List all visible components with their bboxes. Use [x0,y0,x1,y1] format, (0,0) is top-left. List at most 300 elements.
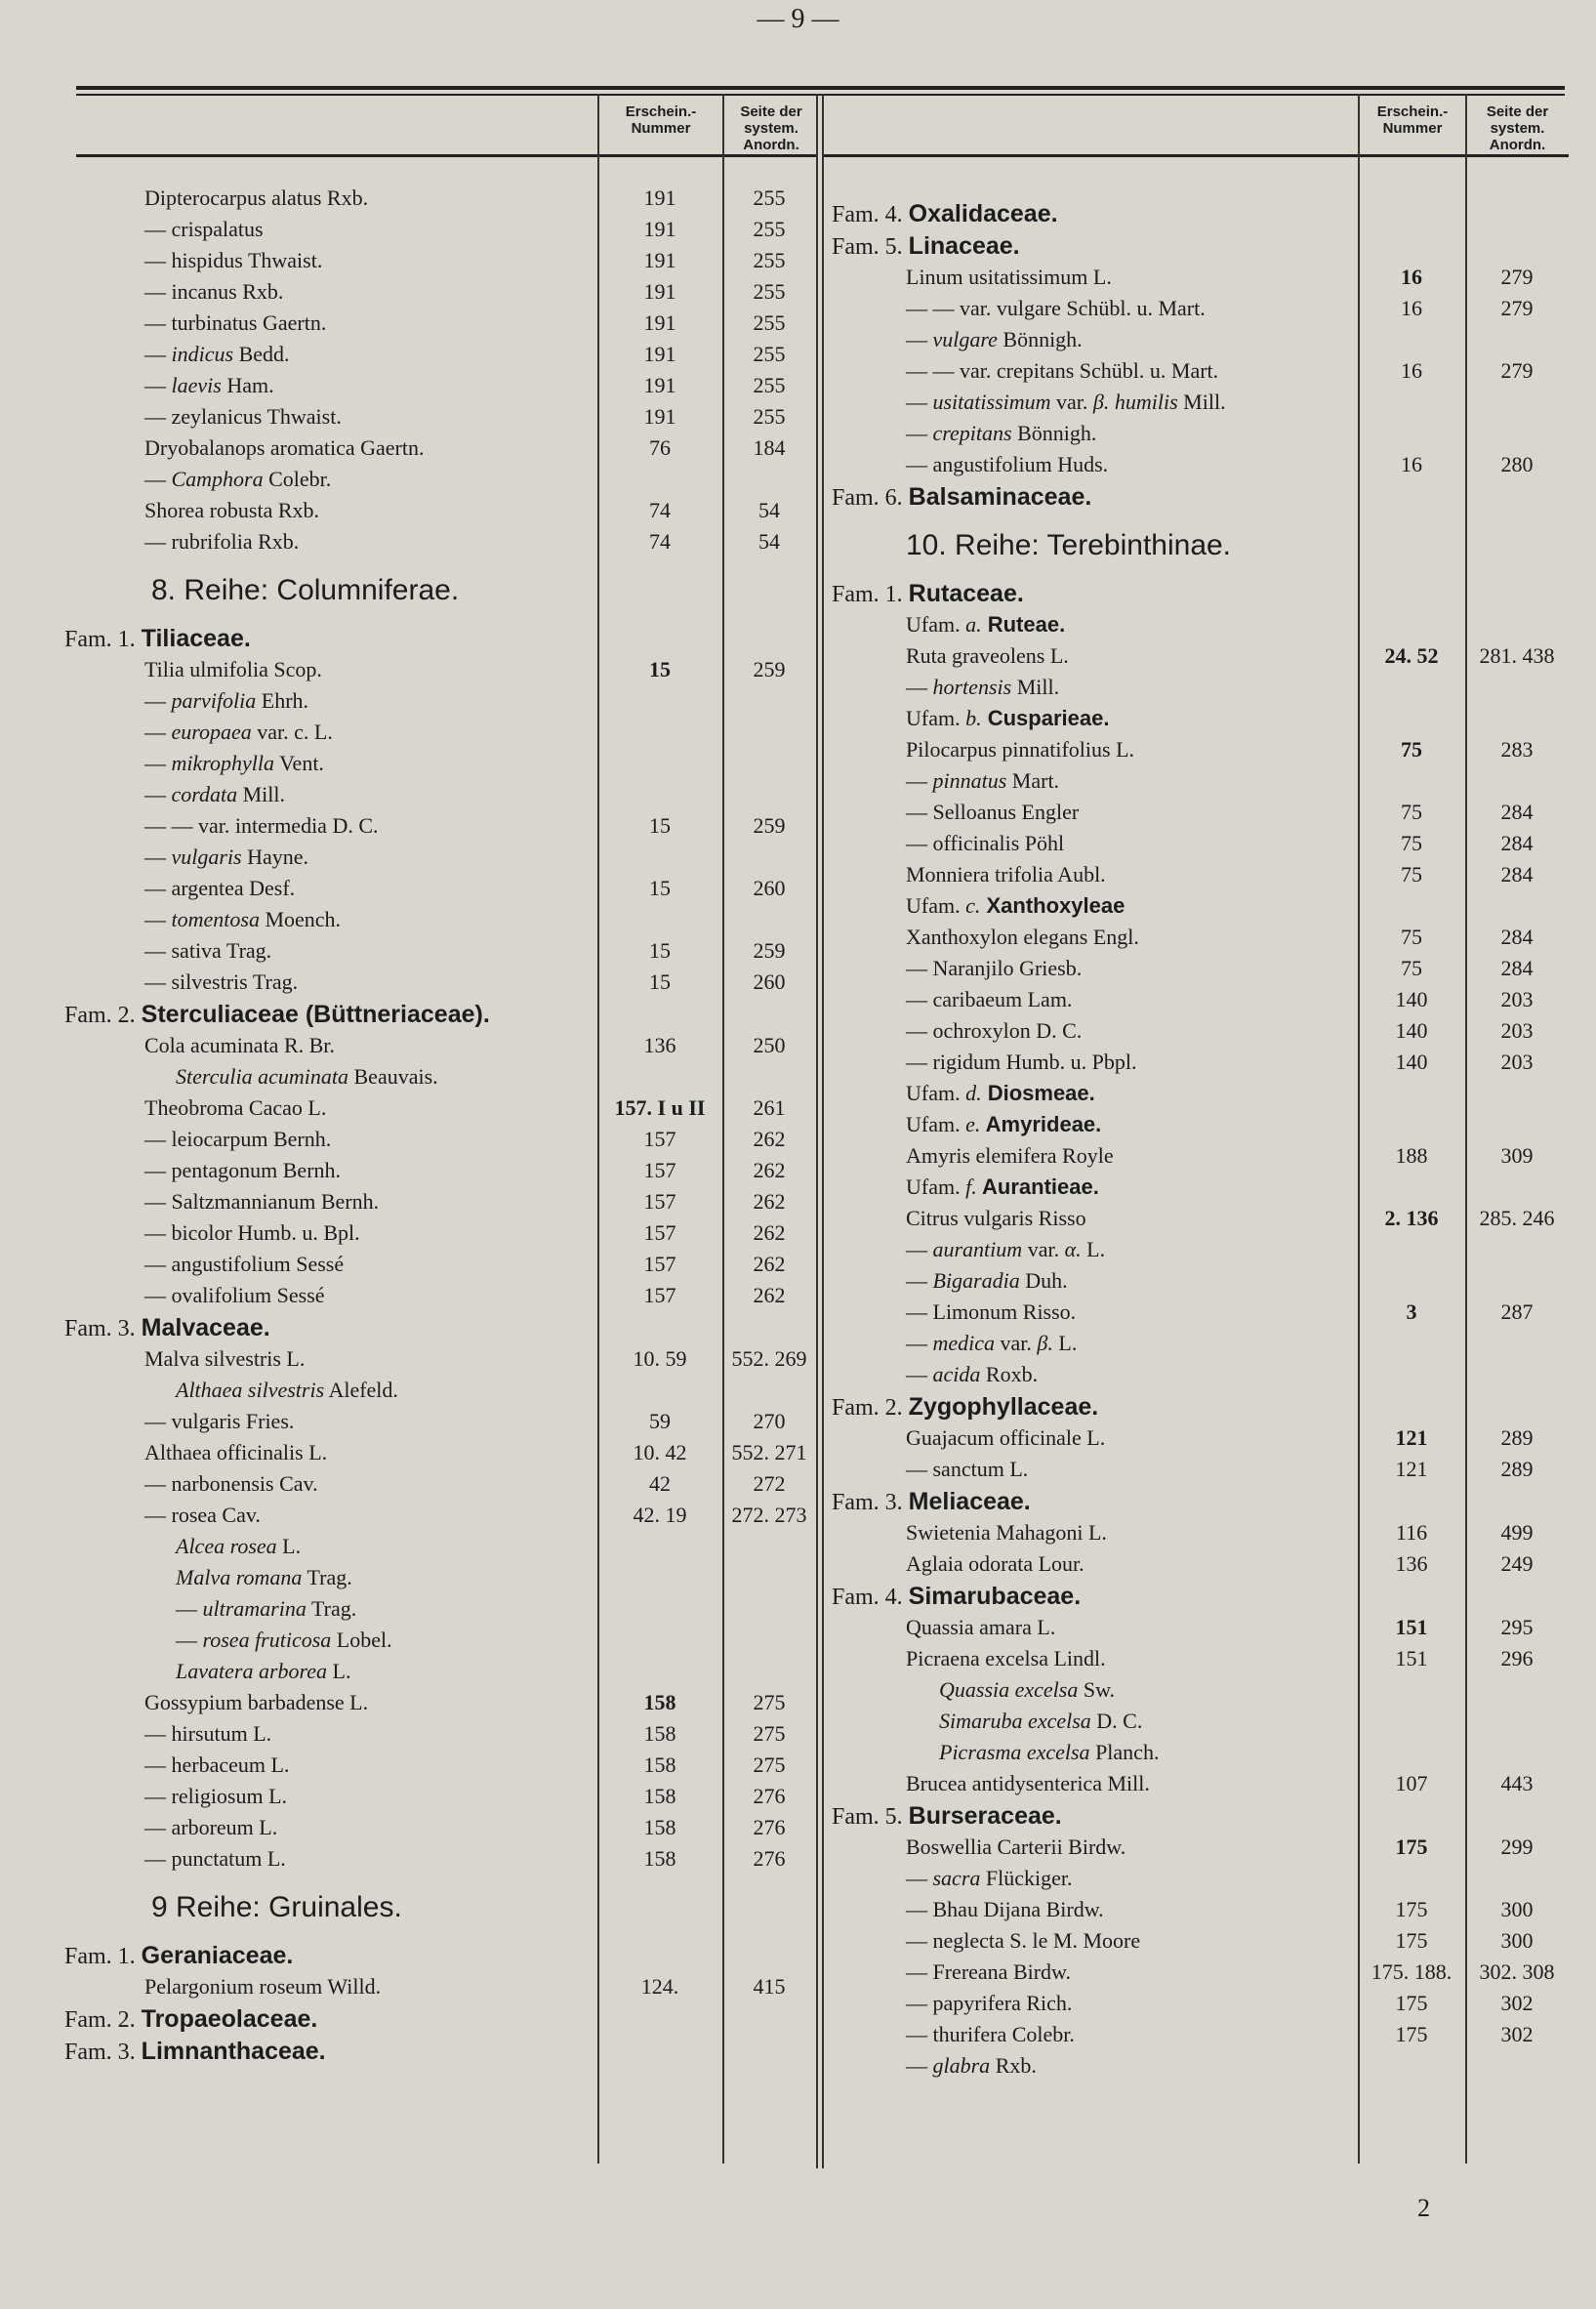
issue-number: 75 [1401,925,1422,949]
species-post: Beauvais. [348,1064,438,1089]
issue-number: 157 [643,1252,676,1276]
species-pre: — [906,1237,933,1261]
issue-number: 116 [1395,1520,1428,1545]
issue-number: 191 [643,310,676,335]
species-italic: Simaruba excelsa [939,1709,1091,1733]
species-name [176,1628,392,1653]
issue-number: 140 [1395,987,1428,1011]
subfamily-letter: c. [965,893,981,918]
page-reference: 259 [753,813,786,838]
page-reference: 280 [1500,452,1534,476]
page-reference: 272 [753,1471,786,1496]
species-name [906,1866,1073,1891]
page-reference: 276 [753,1784,786,1808]
family-label: Fam. 2. [832,1395,903,1421]
species-post: Bönnigh. [997,327,1083,351]
issue-number: 16 [1401,265,1422,289]
species-name: Pilocarpus pinnatifolius L. [906,737,1135,762]
species-post: Mill. [237,782,286,806]
page-reference: 284 [1500,862,1534,886]
species-post: Ham. [221,373,274,397]
species-name: — punctatum L. [144,1846,286,1871]
species-italic: indicus [171,342,234,366]
species-name [906,768,1059,794]
page-reference: 281. 438 [1479,643,1555,668]
species-name: — — var. crepitans Schübl. u. Mart. [906,358,1219,383]
page-reference: 203 [1500,987,1534,1011]
issue-number: 16 [1401,358,1422,383]
subfamily-name [906,1112,1101,1137]
species-italic: ultramarina [202,1596,307,1621]
species-post: Bönnigh. [1011,421,1097,445]
species-post: Trag. [302,1565,352,1589]
page-reference: 262 [753,1189,786,1214]
species-name [176,1565,352,1590]
page-reference: 54 [758,529,780,554]
species-name: — Bhau Dijana Birdw. [906,1897,1104,1921]
species-name: Boswellia Carterii Birdw. [906,1835,1126,1859]
issue-number: 191 [643,404,676,429]
page-reference: 255 [753,186,786,210]
species-name: — zeylanicus Thwaist. [144,404,342,429]
species-name: — Naranjilo Griesb. [906,956,1083,980]
issue-number: 75 [1401,956,1422,980]
species-name [144,688,308,714]
page-reference: 283 [1500,737,1534,762]
species-post: L. [327,1659,351,1683]
species-italic: rosea fruticosa [202,1628,332,1652]
issue-number: 136 [1395,1551,1428,1576]
species-name: — hirsutum L. [144,1721,272,1746]
species-italic: Picrasma excelsa [939,1740,1090,1764]
species-post: Colebr. [263,467,332,491]
issue-number: 175 [1395,1928,1428,1953]
species-name: — rigidum Humb. u. Pbpl. [906,1050,1137,1074]
species-pre: — [144,467,172,491]
page-reference: 270 [753,1409,786,1433]
species-name: — herbaceum L. [144,1752,290,1777]
species-post: var. [995,1331,1038,1355]
species-name: — bicolor Humb. u. Bpl. [144,1220,360,1245]
series-heading-text: 8. Reihe: Columniferae. [151,574,460,606]
species-italic: Sterculia acuminata [176,1064,348,1089]
page-number: — 9 — [757,4,839,34]
issue-number: 157. I u II [614,1095,706,1120]
issue-number: 15 [649,969,671,994]
page-reference: 260 [753,969,786,994]
species-name: — rosea Cav. [144,1503,261,1527]
family-name [832,1488,1031,1516]
page-reference: 295 [1500,1615,1534,1639]
page-reference: 284 [1500,956,1534,980]
species-post: Vent. [274,751,324,775]
subfamily-label: Ufam. [906,612,966,637]
page-reference: 184 [753,435,786,460]
species-pre: — [906,1268,933,1293]
species-name: — hispidus Thwaist. [144,248,323,272]
subfamily-label: Ufam. [906,893,966,918]
species-post2: L. [1052,1331,1078,1355]
page-reference: 261 [753,1095,786,1120]
species-name: — ochroxylon D. C. [906,1018,1083,1043]
species-name: — Limonum Risso. [906,1299,1077,1324]
species-name: — neglecta S. le M. Moore [906,1928,1141,1953]
page-reference: 255 [753,373,786,397]
family-name [64,625,251,653]
issue-number: 191 [643,248,676,272]
species-pre: — [906,675,933,699]
species-name [906,1268,1068,1294]
species-name [144,342,290,367]
family-label: Fam. 6. [832,485,903,511]
species-name: — rubrifolia Rxb. [144,529,300,554]
issue-number: 157 [643,1220,676,1245]
family-name [832,200,1058,228]
species-italic: europaea [171,720,252,744]
issue-number: 140 [1395,1018,1428,1043]
family-name [64,2038,326,2066]
species-italic: hortensis [932,675,1012,699]
issue-number: 2. 136 [1384,1206,1439,1230]
species-name: — narbonensis Cav. [144,1471,318,1496]
page-reference: 287 [1500,1299,1534,1324]
species-italic: Quassia excelsa [939,1677,1079,1702]
issue-number: 175 [1395,2022,1428,2046]
family-name [832,1802,1062,1831]
species-post: Trag. [306,1596,357,1621]
page-reference: 499 [1500,1520,1534,1545]
subfamily-letter: f. [965,1175,977,1199]
species-name: Picraena excelsa Lindl. [906,1646,1106,1670]
species-pre: — [906,390,933,414]
species-name [176,1378,398,1403]
family-label: Fam. 5. [832,234,903,260]
species-name: Ruta graveolens L. [906,643,1069,668]
species-name: — papyrifera Rich. [906,1991,1073,2015]
species-name: — religiosum L. [144,1784,288,1808]
species-name: — leiocarpum Bernh. [144,1127,332,1151]
issue-number: 74 [649,498,671,522]
species-italic: vulgaris [171,845,242,869]
subfamily-name [906,612,1065,638]
page-reference: 262 [753,1127,786,1151]
issue-number: 151 [1395,1646,1428,1670]
family-label: Fam. 2. [64,2007,136,2033]
page-reference: 203 [1500,1018,1534,1043]
page-reference: 250 [753,1033,786,1057]
issue-number: 10. 42 [633,1440,687,1464]
issue-number: 188 [1395,1143,1428,1168]
subfamily-title: Cusparieae. [981,706,1110,730]
subfamily-letter: a. [965,612,982,637]
center-divider-2 [822,94,824,2168]
family-title: Sterculiaceae (Büttneriaceae). [141,1001,490,1028]
page-reference: 300 [1500,1928,1534,1953]
species-name [144,751,324,776]
family-title: Tiliaceae. [141,625,251,652]
issue-number: 74 [649,529,671,554]
left-header-rule [76,154,818,157]
page-reference: 284 [1500,925,1534,949]
issue-number: 158 [643,1784,676,1808]
species-italic-2: β. humilis [1092,390,1178,414]
species-name: — silvestris Trag. [144,969,299,994]
species-name [906,421,1096,446]
issue-number: 191 [643,186,676,210]
issue-number: 15 [649,938,671,963]
species-name: Brucea antidysenterica Mill. [906,1771,1150,1795]
issue-number: 158 [643,1815,676,1839]
species-pre: — [144,751,172,775]
species-italic: acida [932,1362,981,1386]
page-reference: 284 [1500,831,1534,855]
family-name [64,1942,293,1970]
subfamily-label: Ufam. [906,706,966,730]
species-italic: aurantium [932,1237,1023,1261]
page-reference: 262 [753,1220,786,1245]
species-pre: — [906,2053,933,2078]
species-post2: L. [1081,1237,1106,1261]
species-italic-2: α. [1064,1237,1082,1261]
issue-number: 75 [1401,800,1422,824]
issue-number: 10. 59 [633,1346,687,1371]
page-reference: 285. 246 [1479,1206,1555,1230]
species-italic: Alcea rosea [176,1534,277,1558]
top-rule-thin [76,94,1565,96]
species-pre: — [906,421,933,445]
subfamily-letter: e. [965,1112,981,1136]
page-reference: 415 [753,1974,786,1999]
issue-number: 76 [649,435,671,460]
page-reference: 300 [1500,1897,1534,1921]
species-name: — sanctum L. [906,1457,1029,1481]
page-reference: 299 [1500,1835,1534,1859]
page-reference: 262 [753,1252,786,1276]
species-name [906,2053,1037,2079]
species-name: — incanus Rxb. [144,279,284,304]
species-post: Bedd. [233,342,290,366]
species-italic: crepitans [932,421,1012,445]
species-post2: Mill. [1177,390,1226,414]
species-name: Dipterocarpus alatus Rxb. [144,186,369,210]
family-name [832,1583,1081,1611]
page-reference: 262 [753,1158,786,1182]
subfamily-label: Ufam. [906,1175,966,1199]
species-post: Flückiger. [980,1866,1073,1890]
family-name [832,580,1024,608]
subfamily-label: Ufam. [906,1112,966,1136]
page-reference: 255 [753,248,786,272]
species-post: var. c. L. [251,720,333,744]
center-divider [816,94,818,2168]
species-italic: sacra [932,1866,981,1890]
species-name: Aglaia odorata Lour. [906,1551,1084,1576]
species-name: — caribaeum Lam. [906,987,1073,1011]
family-label: Fam. 3. [832,1490,903,1515]
subfamily-title: Aurantieae. [976,1175,1099,1199]
issue-number: 136 [643,1033,676,1057]
species-name: — arboreum L. [144,1815,278,1839]
species-pre: — [144,782,172,806]
species-post: Duh. [1019,1268,1068,1293]
species-pre: — [906,1362,933,1386]
family-title: Simarubaceae. [908,1583,1082,1610]
page-reference: 275 [753,1721,786,1746]
species-name: — pentagonum Bernh. [144,1158,342,1182]
species-pre: — [906,1866,933,1890]
species-name [939,1709,1142,1734]
species-name [906,390,1226,415]
page-reference: 552. 269 [731,1346,807,1371]
species-pre: — [906,327,933,351]
issue-number: 158 [643,1846,676,1871]
species-post: Moench. [259,907,342,931]
subfamily-name [906,1175,1099,1200]
species-name [144,720,333,745]
species-name [144,782,285,807]
page-reference: 309 [1500,1143,1534,1168]
family-label: Fam. 4. [832,202,903,227]
species-italic: parvifolia [171,688,257,713]
species-pre: — [906,768,933,793]
family-label: Fam. 1. [64,1944,136,1969]
species-post: Rxb. [990,2053,1037,2078]
issue-number: 121 [1395,1425,1428,1450]
issue-number: 191 [643,279,676,304]
subfamily-name [906,893,1125,919]
family-title: Oxalidaceae. [908,200,1058,227]
family-name [832,232,1020,261]
species-name [144,467,331,492]
issue-number: 75 [1401,831,1422,855]
page-reference: 443 [1500,1771,1534,1795]
subfamily-letter: b. [965,706,982,730]
page-reference: 276 [753,1815,786,1839]
right-page-header: Seite der system. Anordn. [1486,103,1549,153]
species-name [906,1362,1038,1387]
species-name [176,1659,350,1684]
family-label: Fam. 4. [832,1585,903,1610]
subfamily-label: Ufam. [906,1081,966,1105]
series-heading-text: 9 Reihe: Gruinales. [151,1891,402,1923]
subfamily-title: Xanthoxyleae [980,893,1125,918]
subfamily-title: Diosmeae. [981,1081,1095,1105]
species-pre: — [144,907,172,931]
species-name: — Frereana Birdw. [906,1959,1072,1984]
page-reference: 296 [1500,1646,1534,1670]
issue-number: 157 [643,1127,676,1151]
species-name: — ovalifolium Sessé [144,1283,325,1307]
family-label: Fam. 1. [832,582,903,607]
species-name: Cola acuminata R. Br. [144,1033,335,1057]
species-name [176,1064,438,1090]
right-header-rule [822,154,1569,157]
page-reference: 552. 271 [731,1440,807,1464]
species-pre: — [176,1596,203,1621]
family-title: Tropaeolaceae. [141,2005,318,2033]
family-title: Meliaceae. [908,1488,1031,1515]
species-name [939,1740,1159,1765]
issue-number: 124. [640,1974,679,1999]
species-post: Mill. [1011,675,1060,699]
species-name [906,1331,1077,1356]
species-pre: — [144,720,172,744]
page-reference: 260 [753,876,786,900]
family-name [64,1001,490,1029]
issue-number: 157 [643,1189,676,1214]
family-title: Balsaminaceae. [908,483,1092,511]
left-page-header: Seite der system. Anordn. [740,103,802,153]
issue-number: 59 [649,1409,671,1433]
species-post: var. [1022,1237,1065,1261]
species-name: — officinalis Pöhl [906,831,1065,855]
page-reference: 284 [1500,800,1534,824]
species-post: Planch. [1089,1740,1160,1764]
species-post: D. C. [1090,1709,1143,1733]
species-italic: Camphora [171,467,264,491]
species-italic: pinnatus [932,768,1007,793]
species-name: — thurifera Colebr. [906,2022,1075,2046]
page-reference: 279 [1500,265,1534,289]
issue-number: 75 [1401,737,1422,762]
species-pre: — [144,373,172,397]
issue-number: 158 [643,1752,676,1777]
issue-number: 15 [649,876,671,900]
issue-number: 175. 188. [1371,1959,1453,1984]
family-title: Geraniaceae. [141,1942,294,1969]
subfamily-name [906,1081,1095,1106]
family-title: Limnanthaceae. [141,2038,326,2065]
species-name: — Selloanus Engler [906,800,1080,824]
species-name: Tilia ulmifolia Scop. [144,657,322,681]
page-reference: 255 [753,342,786,366]
species-post: Alefeld. [324,1378,398,1402]
subfamily-title: Amyrideae. [980,1112,1102,1136]
footer-number: 2 [1417,2194,1430,2222]
subfamily-title: Ruteae. [981,612,1066,637]
species-name [144,373,274,398]
species-italic: cordata [171,782,238,806]
subfamily-name [906,706,1109,731]
issue-number: 175 [1395,1991,1428,2015]
top-rule [76,86,1565,90]
family-label: Fam. 3. [64,1316,136,1341]
issue-number: 42 [649,1471,671,1496]
issue-number: 107 [1395,1771,1428,1795]
family-label: Fam. 2. [64,1003,136,1028]
issue-number: 16 [1401,452,1422,476]
species-italic: Lavatera arborea [176,1659,328,1683]
family-title: Linaceae. [908,232,1020,260]
page-reference: 279 [1500,358,1534,383]
page-reference: 289 [1500,1457,1534,1481]
species-italic-2: β. [1037,1331,1053,1355]
species-name: Monniera trifolia Aubl. [906,862,1106,886]
species-name: — argentea Desf. [144,876,296,900]
species-name: — sativa Trag. [144,938,272,963]
issue-number: 175 [1395,1897,1428,1921]
species-italic: glabra [932,2053,991,2078]
species-pre: — [144,688,172,713]
species-italic: vulgare [932,327,998,351]
left-number-header: Erschein.- Nummer [625,103,697,137]
species-italic: tomentosa [171,907,260,931]
page-reference: 259 [753,657,786,681]
page-reference: 262 [753,1283,786,1307]
issue-number: 158 [643,1690,676,1714]
page-reference: 279 [1500,296,1534,320]
issue-number: 191 [643,217,676,241]
